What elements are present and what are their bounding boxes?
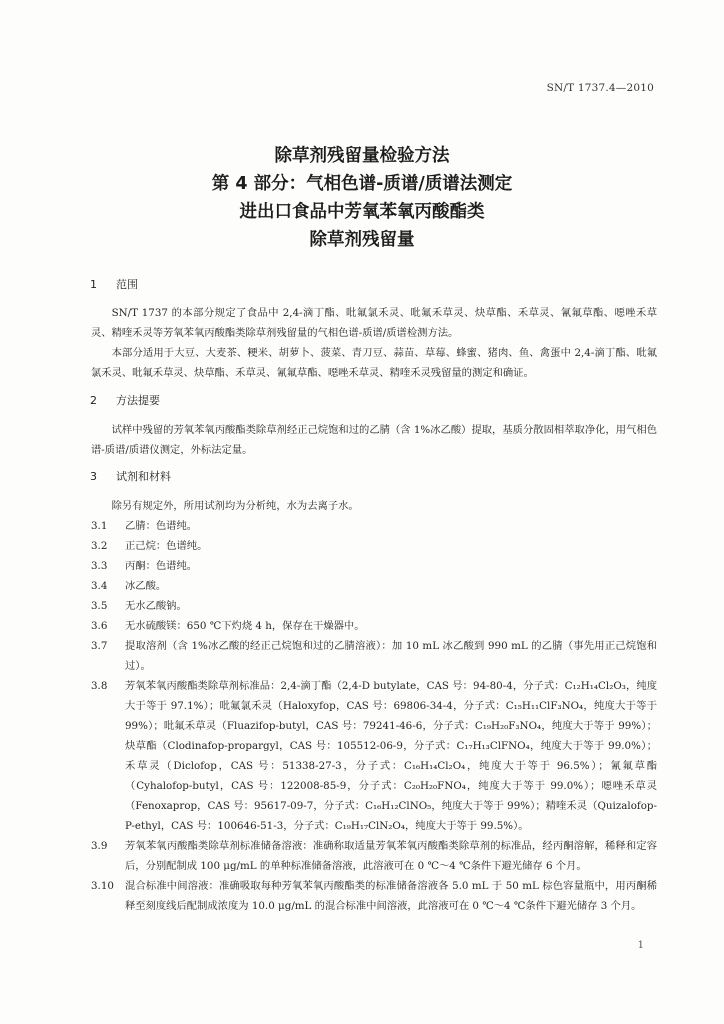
item-text: 正己烷：色谱纯。	[125, 540, 208, 552]
list-item	[91, 636, 657, 676]
standard-number: SN/T 1737.4—2010	[546, 82, 654, 94]
section-1-body	[91, 303, 657, 383]
item-number: 3.5	[91, 600, 108, 612]
section-title: 试剂和材料	[116, 470, 171, 483]
item-number: 3.10	[91, 880, 114, 892]
list-item	[91, 576, 657, 596]
item-text: 无水乙酸钠。	[125, 600, 187, 612]
item-number: 3.9	[91, 840, 108, 852]
title-line-3: 进出口食品中芳氧苯氧丙酸酯类	[239, 202, 485, 222]
list-item	[91, 516, 657, 536]
item-text: 芳氧苯氧丙酸酯类除草剂标准储备溶液：准确称取适量芳氧苯氧丙酸酯类除草剂的标准品，经丙酮溶解，稀释和定容后，分别配制成 100 μg/mL 的单种标准储备溶液，此溶液可在 0 ℃～4 ℃条件下避光储存 6 个月。	[125, 840, 657, 872]
section-3-intro	[91, 496, 657, 516]
section-number: 1	[90, 278, 97, 291]
title-line-1: 除草剂残留量检验方法	[274, 146, 450, 166]
list-item	[91, 676, 657, 836]
section-title: 范围	[116, 278, 138, 291]
section-number: 2	[90, 394, 97, 407]
paragraph: 本部分适用于大豆、大麦茶、粳米、胡萝卜、菠菜、青刀豆、蒜苗、草莓、蜂蜜、猪肉、鱼、禽蛋中 2,4-滴丁酯、吡氟氯禾灵、吡氟禾草灵、炔草酯、禾草灵、氰氟草酯、噁唑禾草灵、精喹禾灵残留量的测定和确证。	[91, 347, 657, 379]
item-text: 混合标准中间溶液：准确吸取每种芳氧苯氧丙酸酯类的标准储备溶液各 5.0 mL 于 50 mL 棕色容量瓶中，用丙酮稀释至刻度线后配制成浓度为 10.0 μg/mL 的混合标准中间溶液，此溶液可在 0 ℃～4 ℃条件下避光储存 3 个月。	[125, 880, 657, 912]
section-number: 3	[90, 470, 97, 483]
title-line-4: 除草剂残留量	[309, 230, 415, 250]
list-item	[91, 596, 657, 616]
item-text: 无水硫酸镁：650 ℃下灼烧 4 h，保存在干燥器中。	[125, 620, 365, 632]
list-item	[91, 876, 657, 916]
item-text: 乙腈：色谱纯。	[125, 520, 198, 532]
paragraph: SN/T 1737 的本部分规定了食品中 2,4-滴丁酯、吡氟氯禾灵、吡氟禾草灵、炔草酯、禾草灵、氰氟草酯、噁唑禾草灵、精喹禾灵等芳氧苯氧丙酸酯类除草剂残留量的气相色谱-质谱/质谱检测方法。	[91, 307, 657, 339]
item-text: 冰乙酸。	[125, 580, 167, 592]
item-number: 3.4	[91, 580, 108, 592]
paragraph: 除另有规定外，所用试剂均为分析纯，水为去离子水。	[111, 500, 359, 512]
section-2-body	[91, 420, 657, 460]
item-number: 3.1	[91, 520, 108, 532]
list-item	[91, 616, 657, 636]
item-number: 3.8	[91, 680, 108, 692]
section-title: 方法提要	[116, 394, 160, 407]
item-number: 3.2	[91, 540, 108, 552]
section-1-heading	[90, 276, 138, 292]
paragraph: 试样中残留的芳氧苯氧丙酸酯类除草剂经正己烷饱和过的乙腈（含 1%冰乙酸）提取，基质分散固相萃取净化，用气相色谱-质谱/质谱仪测定，外标法定量。	[91, 424, 657, 456]
item-text: 丙酮：色谱纯。	[125, 560, 198, 572]
list-item	[91, 836, 657, 876]
section-2-heading	[90, 392, 160, 408]
item-number: 3.3	[91, 560, 108, 572]
item-number: 3.7	[91, 640, 108, 652]
section-3-heading	[90, 468, 171, 484]
page-number: 1	[637, 940, 644, 951]
document-title	[0, 142, 724, 254]
item-text: 提取溶剂（含 1%冰乙酸的经正己烷饱和过的乙腈溶液）：加 10 mL 冰乙酸到 990 mL 的乙腈（事先用正己烷饱和过）。	[125, 640, 657, 672]
reagent-list	[91, 516, 657, 916]
list-item	[91, 556, 657, 576]
list-item	[91, 536, 657, 556]
item-text: 芳氧苯氧丙酸酯类除草剂标准品：2,4-滴丁酯（2,4-D butylate，CAS 号：94-80-4，分子式：C₁₂H₁₄Cl₂O₃，纯度大于等于 97.1%）；吡氟氯禾灵（Haloxyfop，CAS 号：69806-34-4，分子式：C₁₅H₁₁ClF₃NO₄，纯度大于等于 99%）；吡氟禾草灵（Fluazifop-butyl，CAS 号：79241-46-6，分子式：C₁₉H₂₀F₃NO₄，纯度大于等于 99%）；炔草酯（Clodinafop-propargyl，CAS 号：105512-06-9，分子式：C₁₇H₁₃ClFNO₄，纯度大于等于 99.0%）；禾草灵（Diclofop，CAS 号：51338-27-3，分子式：C₁₆H₁₄Cl₂O₄，纯度大于等于 96.5%）；氰氟草酯（Cyhalofop-butyl，CAS 号：122008-85-9，分子式：C₂₀H₂₀FNO₄，纯度大于等于 99.0%）；噁唑禾草灵（Fenoxaprop，CAS 号：95617-09-7，分子式：C₁₆H₁₂ClNO₅，纯度大于等于 99%）；精喹禾灵（Quizalofop-P-ethyl，CAS 号：100646-51-3，分子式：C₁₉H₁₇ClN₂O₄，纯度大于等于 99.5%）。	[125, 680, 657, 832]
item-number: 3.6	[91, 620, 108, 632]
title-line-2: 第 4 部分：气相色谱-质谱/质谱法测定	[211, 174, 513, 194]
